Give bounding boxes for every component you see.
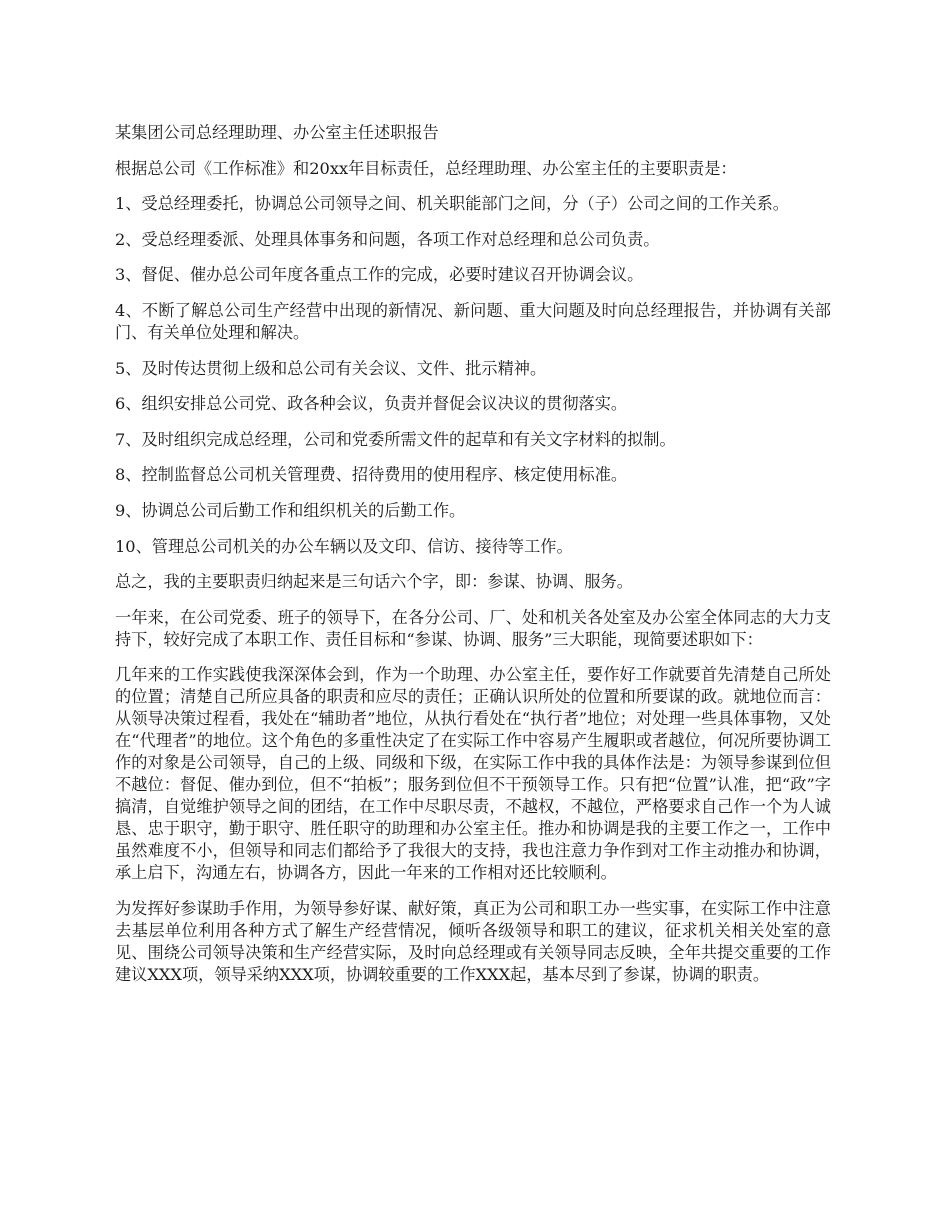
paragraph-duty-3: 3、督促、催办总公司年度各重点工作的完成，必要时建议召开协调会议。	[115, 265, 644, 285]
paragraph-duty-9: 9、协调总公司后勤工作和组织机关的后勤工作。	[115, 500, 466, 520]
paragraph-duty-2: 2、受总经理委派、处理具体事务和问题，各项工作对总经理和总公司负责。	[115, 229, 660, 249]
paragraph-duty-10: 10、管理总公司机关的办公车辆以及文印、信访、接待等工作。	[115, 536, 573, 556]
document-title: 某集团公司总经理助理、办公室主任述职报告	[115, 123, 439, 142]
paragraph-position: 几年来的工作实践使我深深体会到，作为一个助理、办公室主任，要作好工作就要首先清楚自己所处的位置；清楚自己所应具备的职责和应尽的责任；正确认识所处的位置和所要谋的政。就地位而言：从领导决策过程看，我处在“辅助者”地位，从执行看处在“执行者”地位；对处理一些具体事物，又处在“代理者”的地位。这个角色的多重性决定了在实际工作中容易产生履职或者越位，何况所要协调工作的对象是公司领导，自己的上级、同级和下级，在实际工作中我的具体作法是：为领导参谋到位但不越位：督促、催办到位，但不“拍板”；服务到位但不干预领导工作。只有把“位置”认准，把“政”字搞清，自觉维护领导之间的团结，在工作中尽职尽责，不越权，不越位，严格要求自己作一个为人诚恳、忠于职守，勤于职守、胜任职守的助理和办公室主任。推办和协调是我的主要工作之一，工作中虽然难度不小，但领导和同志们都给予了我很大的支持，我也注意力争作到对工作主动推办和协调，承上启下，沟通左右，协调各方，因此一年来的工作相对还比较顺利。	[115, 665, 831, 883]
paragraph-duty-7: 7、及时组织完成总经理，公司和党委所需文件的起草和有关文字材料的拟制。	[115, 429, 676, 449]
paragraph-duty-4: 4、不断了解总公司生产经营中出现的新情况、新问题、重大问题及时向总经理报告，并协调有关部门、有关单位处理和解决。	[115, 300, 831, 342]
paragraph-duty-1: 1、受总经理委托，协调总公司领导之间、机关职能部门之间，分（子）公司之间的工作关系。	[115, 194, 789, 214]
paragraph-advisory: 为发挥好参谋助手作用，为领导参好谋、献好策，真正为公司和职工办一些实事，在实际工作中注意去基层单位利用各种方式了解生产经营情况，倾听各级领导和职工的建议，征求机关相关处室的意见、围绕公司领导决策和生产经营实际，及时向总经理或有关领导同志反映，全年共提交重要的工作建议XXX项，领导采纳XXX项，协调较重要的工作XXX起，基本尽到了参谋，协调的职责。	[115, 898, 831, 984]
paragraph-duty-5: 5、及时传达贯彻上级和总公司有关会议、文件、批示精神。	[115, 358, 547, 378]
paragraph-summary: 总之，我的主要职责归纳起来是三句话六个字，即：参谋、协调、服务。	[115, 572, 633, 592]
paragraph-duty-8: 8、控制监督总公司机关管理费、招待费用的使用程序、核定使用标准。	[115, 465, 628, 485]
document-body	[115, 122, 831, 1000]
paragraph-overview: 一年来，在公司党委、班子的领导下，在各分公司、厂、处和机关各处室及办公室全体同志的大力支持下，较好完成了本职工作、责任目标和“参谋、协调、服务”三大职能，现简要述职如下：	[115, 607, 831, 649]
paragraph-duty-6: 6、组织安排总公司党、政各种会议，负责并督促会议决议的贯彻落实。	[115, 394, 628, 414]
paragraph-intro: 根据总公司《工作标准》和20xx年目标责任，总经理助理、办公室主任的主要职责是：	[115, 158, 737, 178]
